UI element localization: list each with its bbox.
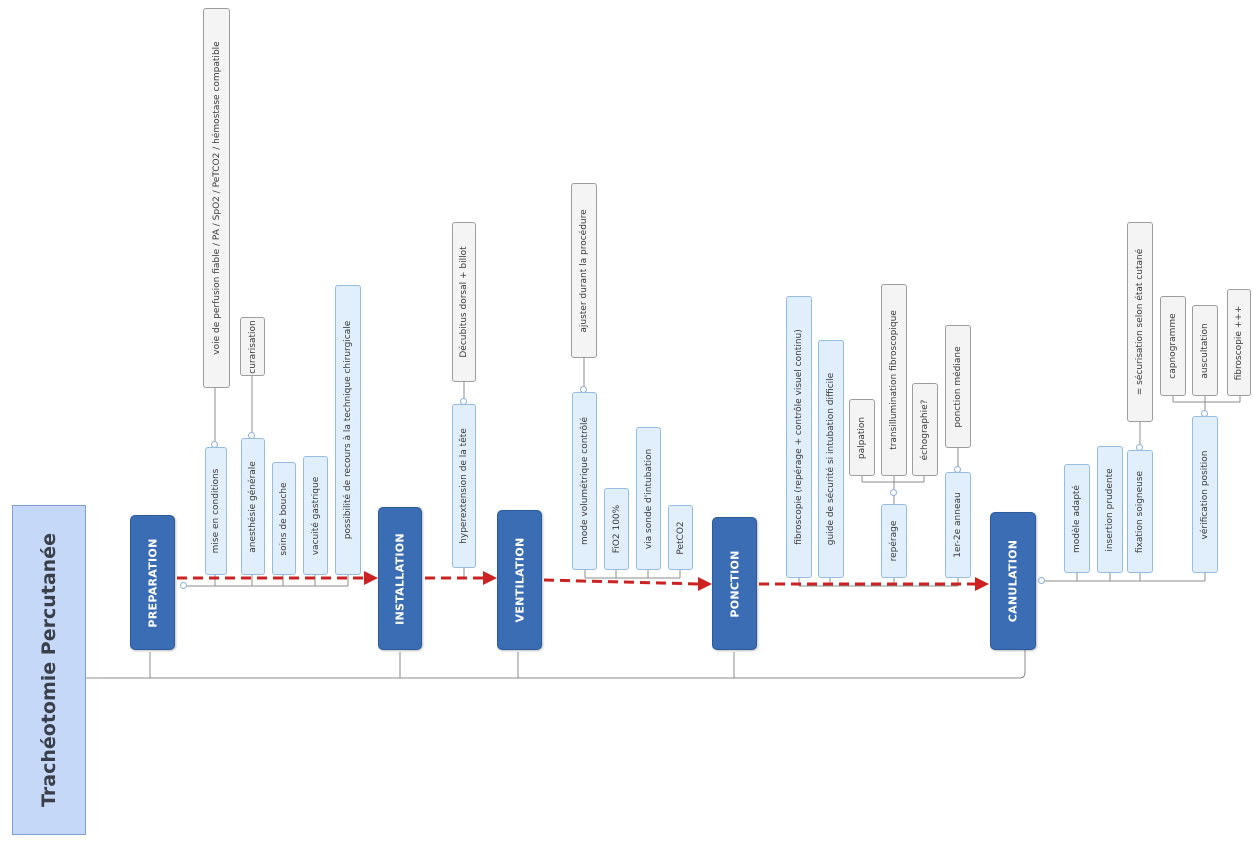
collapse-toggle[interactable] (1038, 577, 1045, 584)
collapse-toggle[interactable] (890, 489, 897, 496)
note-label: voie de perfusion fiable / PA / SpO2 / PeTCO2 / hémostase compatible (211, 41, 222, 355)
item-label: PetCO2 (675, 520, 686, 555)
ponction-item[interactable] (786, 296, 812, 578)
preparation-item[interactable] (335, 285, 361, 575)
note-label: capnogramme (1168, 313, 1178, 379)
stage-preparation[interactable] (130, 515, 175, 650)
flow-arrowhead (975, 577, 989, 591)
root-topic[interactable] (12, 505, 86, 835)
item-label: FiO2 100% (611, 504, 622, 554)
note-label: échographie? (920, 399, 930, 460)
note-label: curarisation (247, 319, 258, 374)
ventilation-item[interactable] (636, 427, 661, 570)
item-label: guide de sécurité si intubation difficile (826, 372, 836, 546)
ventilation-item[interactable] (572, 392, 597, 570)
note-label: ponction médiane (953, 345, 963, 428)
item-label: mise en conditions (211, 468, 221, 554)
preparation-item[interactable] (303, 456, 328, 575)
ventilation-item[interactable] (604, 488, 629, 570)
ponction-note[interactable] (881, 284, 907, 476)
item-label: mode volumétrique contrôlé (579, 416, 590, 546)
item-label: insertion prudente (1105, 467, 1115, 552)
note-label: transillumination fibroscopique (889, 310, 899, 450)
item-label: fibroscopie (repérage + contrôle visuel continu) (794, 329, 804, 545)
item-label: fixation soigneuse (1135, 470, 1145, 553)
canulation-item[interactable] (1097, 446, 1123, 573)
flow-arrowhead (698, 577, 712, 591)
item-label: vacuité gastrique (310, 476, 321, 555)
stage-installation[interactable] (378, 507, 422, 650)
preparation-note[interactable] (203, 8, 230, 388)
trunk-line (86, 650, 1025, 678)
note-label: palpation (857, 416, 867, 459)
item-label: vérification position (1200, 450, 1210, 539)
bracket (1042, 573, 1205, 581)
stage-ventilation[interactable] (497, 510, 542, 650)
canulation-item[interactable] (1192, 416, 1218, 573)
item-label: possibilité de recours à la technique chirurgicale (343, 320, 353, 540)
root-title: Trachéotomie Percutanée (38, 533, 60, 807)
canulation-note[interactable] (1192, 305, 1218, 396)
ponction-item[interactable] (818, 340, 844, 578)
ponction-note[interactable] (945, 325, 971, 448)
canulation-note[interactable] (1127, 222, 1153, 422)
canulation-item[interactable] (1064, 464, 1090, 573)
collapse-toggle[interactable] (180, 582, 187, 589)
item-label: via sonde d'intubation (643, 448, 654, 549)
stage-label: INSTALLATION (393, 532, 407, 625)
note-label: Décubitus dorsal + billot (459, 246, 469, 358)
preparation-item[interactable] (241, 438, 265, 575)
bracket (585, 570, 680, 578)
preparation-item[interactable] (272, 462, 296, 575)
item-label: soins de bouche (279, 481, 289, 556)
installation-note[interactable] (452, 222, 476, 382)
stage-label: PONCTION (728, 549, 741, 618)
item-label: repérage (889, 520, 899, 562)
note-label: fibroscopie +++ (1234, 305, 1244, 380)
flow-arrowhead (483, 571, 497, 585)
note-label: = sécurisation selon état cutané (1135, 248, 1145, 396)
canulation-item[interactable] (1127, 450, 1153, 573)
canulation-note[interactable] (1227, 289, 1251, 396)
stage-ponction[interactable] (712, 517, 757, 650)
ponction-item[interactable] (881, 504, 907, 578)
item-label: 1er-2e anneau (953, 492, 963, 558)
preparation-note[interactable] (240, 317, 265, 376)
item-label: anesthésie générale (248, 460, 258, 553)
flow-arrow (544, 580, 700, 584)
note-label: ajuster durant la procédure (579, 208, 589, 333)
item-label: hyperextension de la tête (459, 428, 469, 544)
installation-item[interactable] (452, 404, 476, 568)
stage-canulation[interactable] (990, 512, 1036, 650)
stage-label: PREPARATION (146, 537, 159, 628)
ponction-note[interactable] (849, 399, 875, 476)
ventilation-note[interactable] (571, 183, 597, 358)
canulation-note[interactable] (1160, 296, 1186, 396)
note-label: auscultation (1200, 322, 1210, 379)
ponction-note[interactable] (912, 383, 938, 476)
preparation-item[interactable] (205, 447, 227, 575)
item-label: modèle adapté (1072, 484, 1082, 553)
stage-label: CANULATION (1006, 539, 1020, 623)
ventilation-item[interactable] (668, 505, 693, 570)
ponction-item[interactable] (945, 472, 971, 578)
flow-arrowhead (364, 571, 378, 585)
stage-label: VENTILATION (513, 537, 526, 623)
